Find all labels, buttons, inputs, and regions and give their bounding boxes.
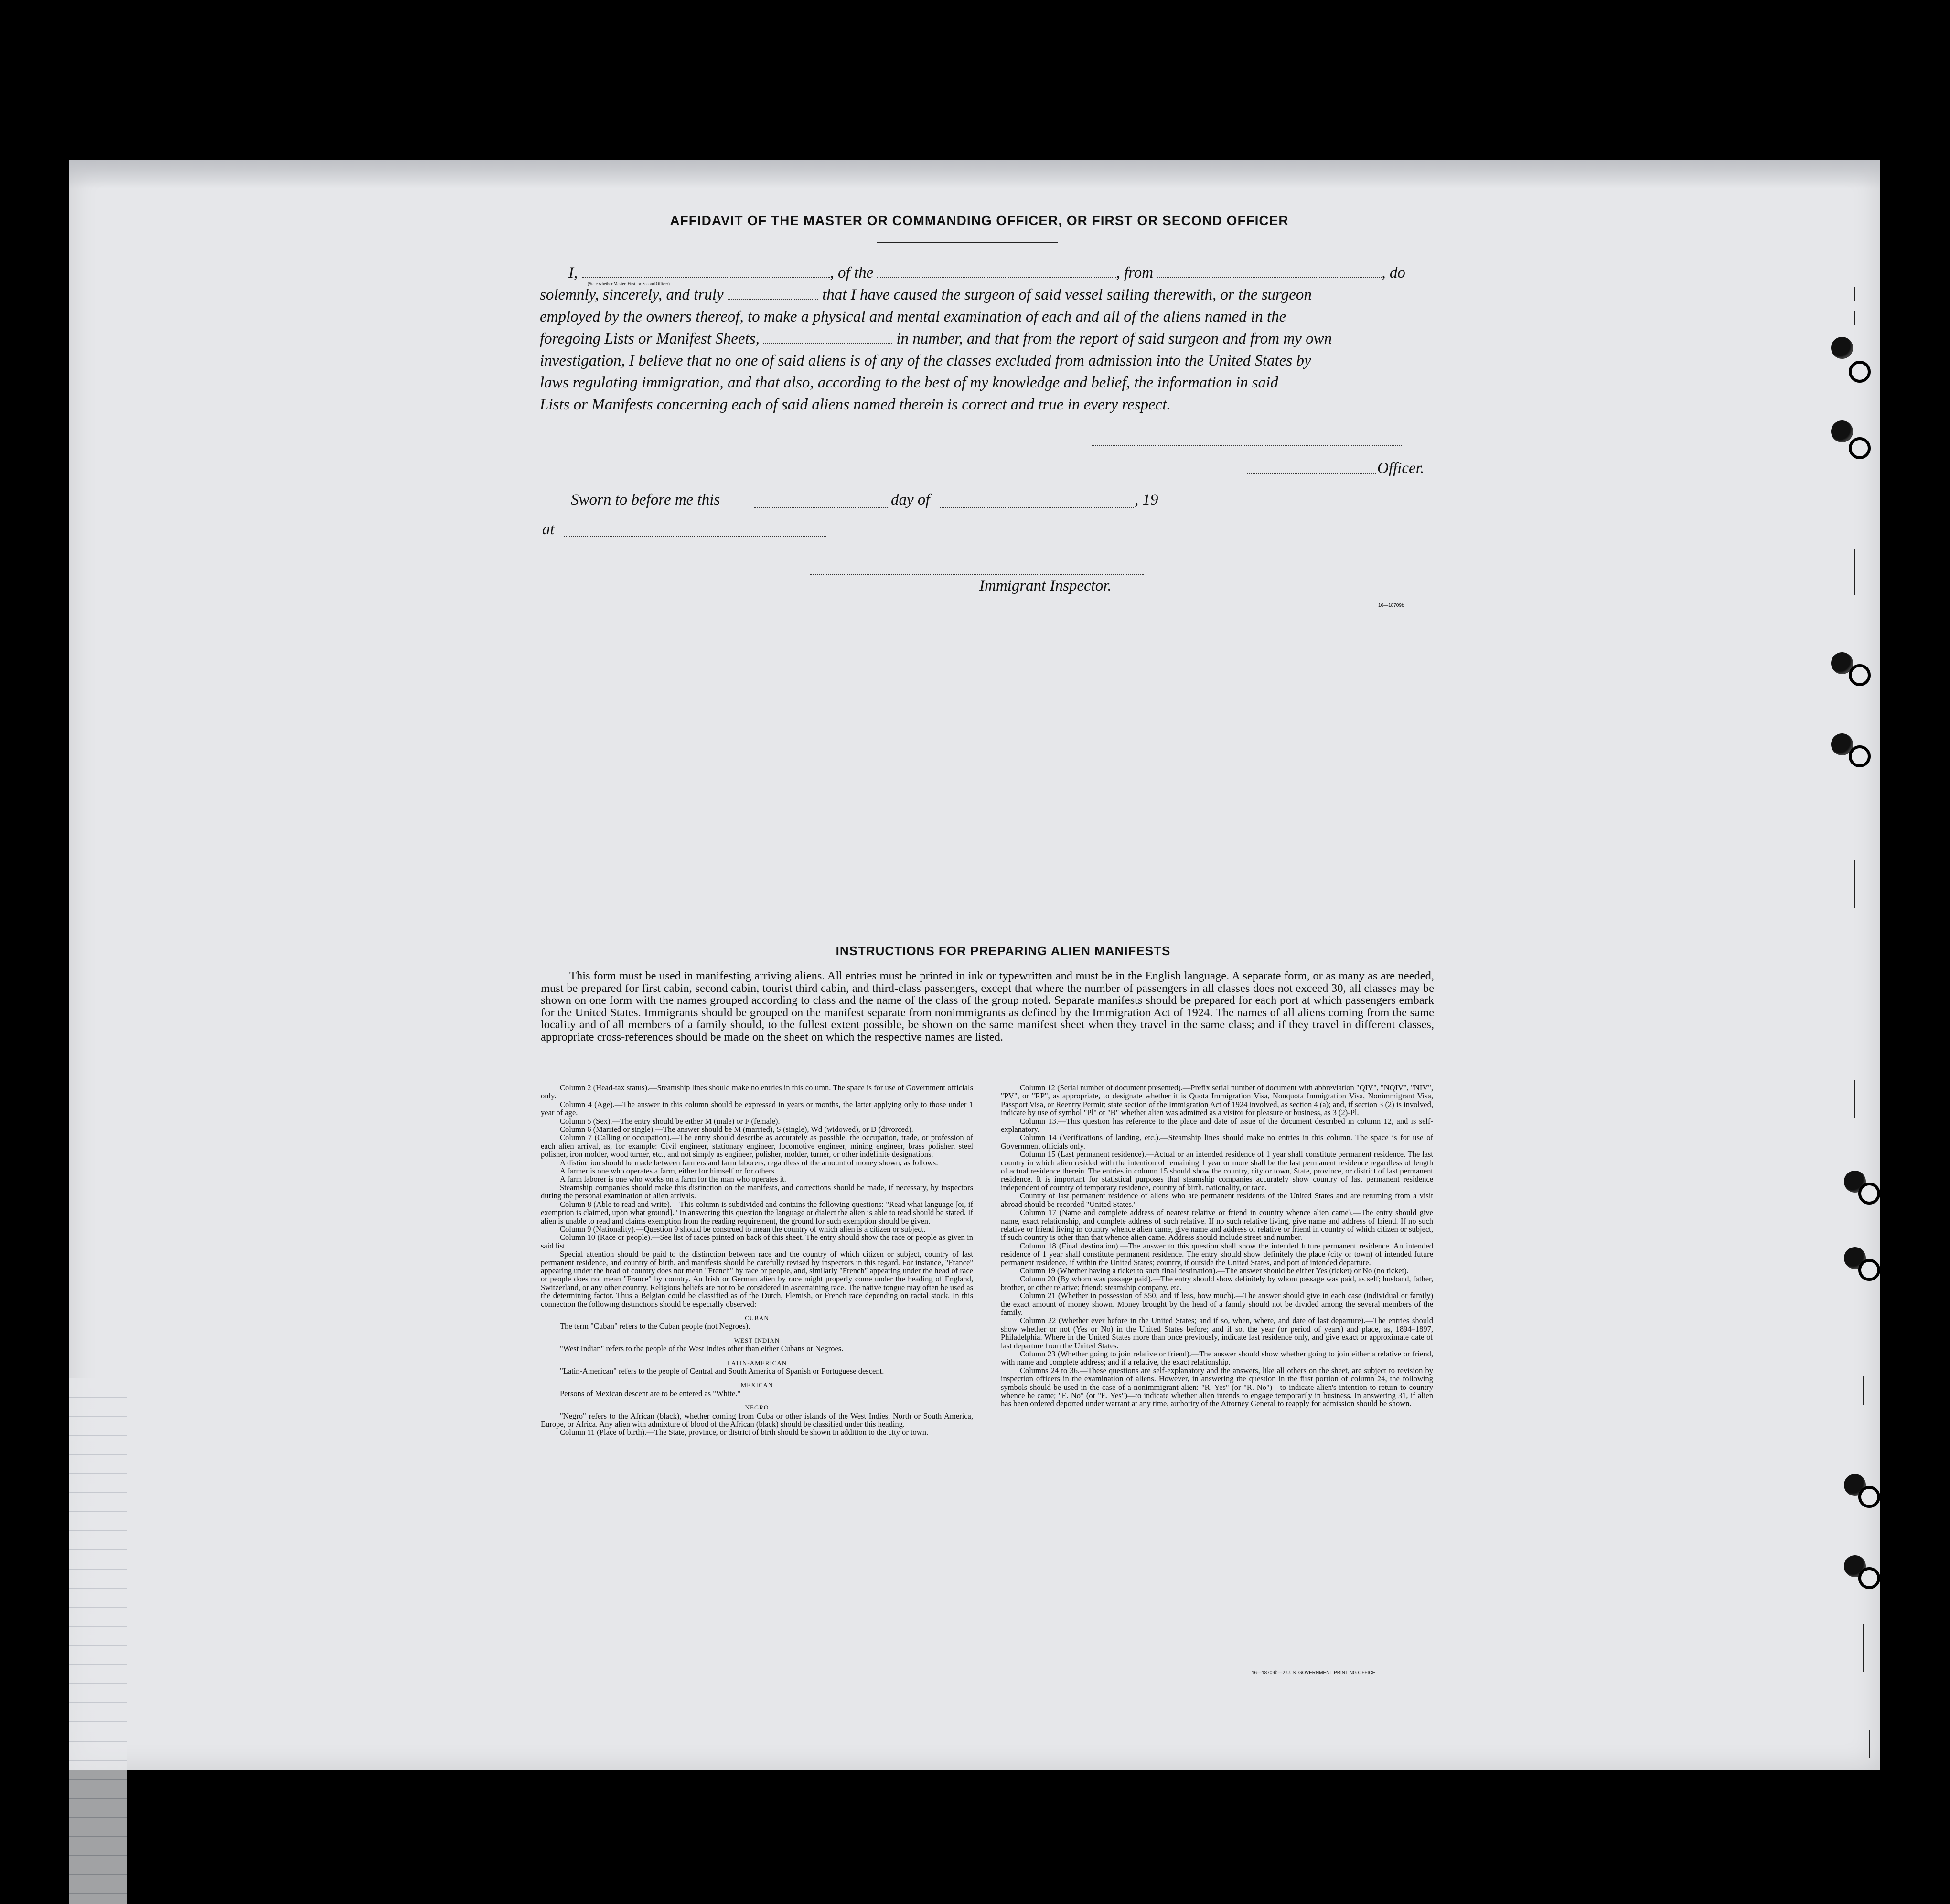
heading-west-indian: WEST INDIAN <box>734 1336 780 1344</box>
binder-ring-icon <box>1858 1567 1880 1589</box>
printing-office-footer: 16—18709b—2 U. S. GOVERNMENT PRINTING OFFICE <box>1252 1670 1376 1676</box>
right-para: Column 17 (Name and complete address of nearest relative or friend in country whence alien came).—The entry should give name, exact relationship, and complete address of such relative. If no such relative living, give name and address of friend. If no such relative or friend living in country whence alien came, give name and address of relative or friend in country of which citizen or subject, if such country is other than that whence alien came. Address should include street and number. <box>1001 1208 1433 1242</box>
paper-stain <box>69 160 1880 189</box>
officer-title-line[interactable] <box>1247 472 1376 474</box>
right-para: Columns 24 to 36.—These questions are self-explanatory and the answers, like all others on the sheet, are subject to revision by inspection officers in the examination of aliens. However, in answering the question in the first portion of column 24, the following symbols should be used in the case of a nonimmigrant alien: "R. Yes" (or "R. No")—to indicate alien's intention to return to country whence he came; "E. No" (or "E. Yes")—to indicate whether alien intends to engage temporarily in business. In answering 31, if alien has been ordered deported under warrant at any time, authority of the Attorney General to reapply for admission should be shown. <box>1001 1366 1433 1409</box>
sworn-day-blank[interactable] <box>754 506 888 508</box>
left-para: Column 5 (Sex).—The entry should be either M (male) or F (female). <box>560 1116 780 1126</box>
para-west-indian: "West Indian" refers to the people of the West Indies other than either Cubans or Negroes. <box>560 1344 844 1354</box>
affidavit-line-4: foregoing Lists or Manifest Sheets, in number, and that from the report of said surgeon and from my own <box>540 330 1332 347</box>
vessel-name-blank[interactable] <box>877 277 1116 278</box>
left-para: Column 6 (Married or single).—The answer should be M (married), S (single), Wd (widowed), or D (divorced). <box>560 1125 913 1134</box>
ruled-margin <box>69 1378 127 1904</box>
right-para: Column 23 (Whether going to join relative or friend).—The answer should show whether going to join either a relative or friend, with name and complete address; and if a relative, the exact relationship. <box>1001 1349 1433 1367</box>
left-para: Column 10 (Race or people).—See list of races printed on back of this sheet. The entry should show the race or people as given in said list. <box>541 1233 973 1250</box>
heading-negro: NEGRO <box>745 1404 769 1411</box>
binder-ring-icon <box>1858 1183 1880 1205</box>
sworn-label: Sworn to before me this <box>571 491 720 508</box>
binder-ring-icon <box>1858 1259 1880 1281</box>
affidavit-line-2: solemnly, sincerely, and truly that I have caused the surgeon of said vessel sailing therewith, or the surgeon <box>540 286 1312 303</box>
punch-tick-icon <box>1854 311 1855 325</box>
para-mexican: Persons of Mexican descent are to be entered as "White." <box>560 1388 741 1398</box>
heading-cuban: CUBAN <box>745 1314 769 1322</box>
right-para: Column 12 (Serial number of document presented).—Prefix serial number of document with abbreviation "QIV", "NQIV", "NIV", "PV", or "RP", as appropriate, to designate whether it is Quota Immigration Visa, Nonquota Immigration Visa, Nonimmigrant Visa, Passport Visa, or Reentry Permit; state section of the Immigration Act of 1924 involved, as section 4 (a); and, if section 3 (2) is involved, indicate by use of symbol "Pl" or "B" whether alien was admitted as a visitor for pleasure or business, as 3 (2)-Pl. <box>1001 1083 1433 1118</box>
inspector-label: Immigrant Inspector. <box>979 577 1112 594</box>
punch-tick-icon <box>1863 1624 1864 1672</box>
right-para: Column 21 (Whether in possession of $50, and if less, how much).—The answer should give in each case (individual or family) the exact amount of money shown. Money brought by the head of a family should not be divided among the several members of the family. <box>1001 1291 1433 1317</box>
binder-ring-icon <box>1849 361 1871 383</box>
heading-latin-american: LATIN-AMERICAN <box>727 1359 787 1366</box>
left-para: Column 2 (Head-tax status).—Steamship lines should make no entries in this column. The space is for use of Government officials only. <box>541 1083 973 1101</box>
right-para: Column 22 (Whether ever before in the United States; and if so, when, where, and date of last departure).—The entries should show whether or not (Yes or No) in the United States before; and if so, the year (or period of years) and place, as, 1894–1897, Philadelphia. Where in the United States more than once previously, indicate last residence only, and give exact or approximate date of last departure from the United States. <box>1001 1316 1433 1350</box>
left-para: Special attention should be paid to the distinction between race and the country of which citizen or subject, country of last permanent residence, and country of birth, and manifests should be carefully revised by inspectors in this regard. For instance, "France" appearing under the head of country does not mean "French" by race or people, and, similarly "French" appearing under the head of race or people does not mean "France" by country. An Irish or German alien by race might properly come under the heading of England, Switzerland, or any other country. Religious beliefs are not to be considered in ascertaining race. The native tongue may often be used as the determining factor. Thus a Belgian could be classified as of the Dutch, Flemish, or French race depending on racial stock. In this connection the following distinctions should be especially observed: <box>541 1249 973 1309</box>
at-place-blank[interactable] <box>564 535 826 537</box>
sheet-count-blank[interactable] <box>763 343 892 344</box>
from-port-blank[interactable] <box>1157 277 1382 278</box>
affidavit-text <box>540 262 1428 416</box>
left-para: Column 9 (Nationality).—Question 9 should be construed to mean the country of which alien is a citizen or subject. <box>560 1224 926 1234</box>
right-para: Column 20 (By whom was passage paid).—The entry should show definitely by whom passage was paid, as self; husband, father, brother, or other relative; friend; steamship company, etc. <box>1001 1274 1433 1292</box>
left-para: A distinction should be made between farmers and farm laborers, regardless of the amount of money shown, as follows: <box>560 1158 938 1167</box>
left-para: Column 4 (Age).—The answer in this column should be expressed in years or months, the latter applying only to those under 1 year of age. <box>541 1099 973 1118</box>
year-label: , 19 <box>1135 491 1158 508</box>
heading-mexican: MEXICAN <box>740 1381 773 1389</box>
inspector-signature-line[interactable] <box>810 573 1144 575</box>
officer-label: Officer. <box>1377 460 1425 477</box>
oath-blank[interactable] <box>728 299 818 300</box>
at-label: at <box>542 521 555 538</box>
punch-tick-icon <box>1854 860 1855 908</box>
instructions-left-column <box>541 1084 973 1437</box>
punch-tick-icon <box>1863 1376 1864 1405</box>
affidavit-line-6: laws regulating immigration, and that also, according to the best of my knowledge and belief, the information in said <box>540 374 1278 391</box>
binder-ring-icon <box>1858 1486 1880 1508</box>
para-negro: "Negro" refers to the African (black), whether coming from Cuba or other islands of the West Indies, North or South America, Europe, or Africa. Any alien with admixture of blood of the African (black) should be classified under this heading. <box>541 1411 973 1429</box>
binder-hole-icon <box>1831 337 1853 359</box>
right-para: Column 19 (Whether having a ticket to such final destination).—The answer should be either Yes (ticket) or No (no ticket). <box>1020 1266 1409 1275</box>
left-para: A farmer is one who operates a farm, either for himself or for others. <box>560 1166 777 1176</box>
right-para: Column 18 (Final destination).—The answer to this question shall show the intended future permanent residence. An intended residence of 1 year shall constitute permanent residence. The entry should show definitely the place (city or town) of intended future permanent residence, if within the United States; country, if outside the United States, and port of intended departure. <box>1001 1241 1433 1267</box>
affidavit-form-code: 16—18709b <box>1378 603 1404 608</box>
binder-ring-icon <box>1849 745 1871 767</box>
affidavit-line-3: employed by the owners thereof, to make a physical and mental examination of each and all of the aliens named in the <box>540 308 1286 325</box>
punch-tick-icon <box>1854 287 1855 301</box>
para-cuban: The term "Cuban" refers to the Cuban people (not Negroes). <box>560 1322 750 1331</box>
para-column-11: Column 11 (Place of birth).—The State, province, or district of birth should be shown in addition to the city or town. <box>560 1428 929 1437</box>
affidavit-title-rule <box>877 242 1058 243</box>
right-para: Country of last permanent residence of aliens who are permanent residents of the United States and are returning from a visit abroad should be recorded "United States." <box>1001 1191 1433 1209</box>
signature-line[interactable] <box>1092 444 1402 446</box>
left-para: Steamship companies should make this distinction on the manifests, and corrections should be made, if necessary, by inspectors during the personal examination of alien arrivals. <box>541 1183 973 1201</box>
binder-ring-icon <box>1849 664 1871 686</box>
punch-tick-icon <box>1854 549 1855 595</box>
right-para: Column 15 (Last permanent residence).—Actual or an intended residence of 1 year shall constitute permanent residence. The last country in which alien resided with the intention of remaining 1 year or more shall be the last permanent residence regardless of length of actual residence therein. The entries in column 15 should show the country, city or town, State, province, or district of last permanent residence. It is important for statistical purposes that steamship companies accurately show country of last permanent residence independent of country of temporary residence, country of birth, nationality, or race. <box>1001 1150 1433 1192</box>
affidavit-line-1: I, , of the , from , do <box>568 264 1405 281</box>
affidavit-title: AFFIDAVIT OF THE MASTER OR COMMANDING OFFICER, OR FIRST OR SECOND OFFICER <box>670 213 1289 228</box>
affidavit-line-7: Lists or Manifests concerning each of said aliens named therein is correct and true in every respect. <box>540 396 1171 413</box>
day-of-label: day of <box>891 491 930 508</box>
instructions-intro: This form must be used in manifesting arriving aliens. All entries must be printed in ink or typewritten and must be in the English language. A separate form, or as many as are needed, must be prepared for first cabin, second cabin, tourist third cabin, and third-class passengers, except that where the number of passengers in all classes does not exceed 30, all classes may be shown on one form with the names grouped according to class and the name of the class of the group noted. Separate manifests should be prepared for each port at which passengers embark for the United States. Immigrants should be grouped on the manifest separate from nonimmigrants as defined by the Immigration Act of 1924. The names of all aliens coming from the same locality and of all members of a family should, to the fullest extent possible, be shown on the same manifest sheet when they travel in the same class; and if they travel in different classes, appropriate cross-references should be made on the sheet on which the respective names are listed. <box>541 969 1434 1043</box>
left-para: Column 8 (Able to read and write).—This column is subdivided and contains the following questions: "Read what language [or, if exemption is claimed, upon what ground]." In answering this question the language or dialect the alien is able to read should be stated. If alien is unable to read and claims exemption from the reading requirement, the ground for such exemption should be given. <box>541 1199 973 1226</box>
punch-tick-icon <box>1869 1730 1870 1758</box>
officer-rank-sublabel: (State whether Master, First, or Second Officer) <box>588 281 670 286</box>
sworn-month-blank[interactable] <box>940 506 1134 508</box>
punch-tick-icon <box>1854 1080 1855 1118</box>
binder-ring-icon <box>1849 437 1871 459</box>
right-para: Column 14 (Verifications of landing, etc.).—Steamship lines should make no entries in this column. The space is for use of Government officials only. <box>1001 1133 1433 1151</box>
right-para: Column 13.—This question has reference to the place and date of issue of the document described in column 12, and is self-explanatory. <box>1001 1116 1433 1134</box>
affidavit-line-5: investigation, I believe that no one of said aliens is of any of the classes excluded from admission into the United States by <box>540 352 1311 369</box>
instructions-title: INSTRUCTIONS FOR PREPARING ALIEN MANIFESTS <box>836 944 1171 958</box>
binder-hole-icon <box>1831 420 1853 442</box>
para-latin-american: "Latin-American" refers to the people of Central and South America of Spanish or Portuguese descent. <box>560 1366 884 1376</box>
officer-rank-blank[interactable] <box>582 277 830 278</box>
left-para: Column 7 (Calling or occupation).—The entry should describe as accurately as possible, the occupation, trade, or profession of each alien arrival, as, for example: Civil engineer, stationary engineer, locomotive engineer, mining engineer, brass polisher, steel polisher, iron molder, wood turner, etc., and not simply as engineer, polisher, molder, turner, or other indefinite designations. <box>541 1133 973 1159</box>
left-para: A farm laborer is one who works on a farm for the man who operates it. <box>560 1174 786 1184</box>
instructions-right-column <box>1001 1084 1433 1408</box>
